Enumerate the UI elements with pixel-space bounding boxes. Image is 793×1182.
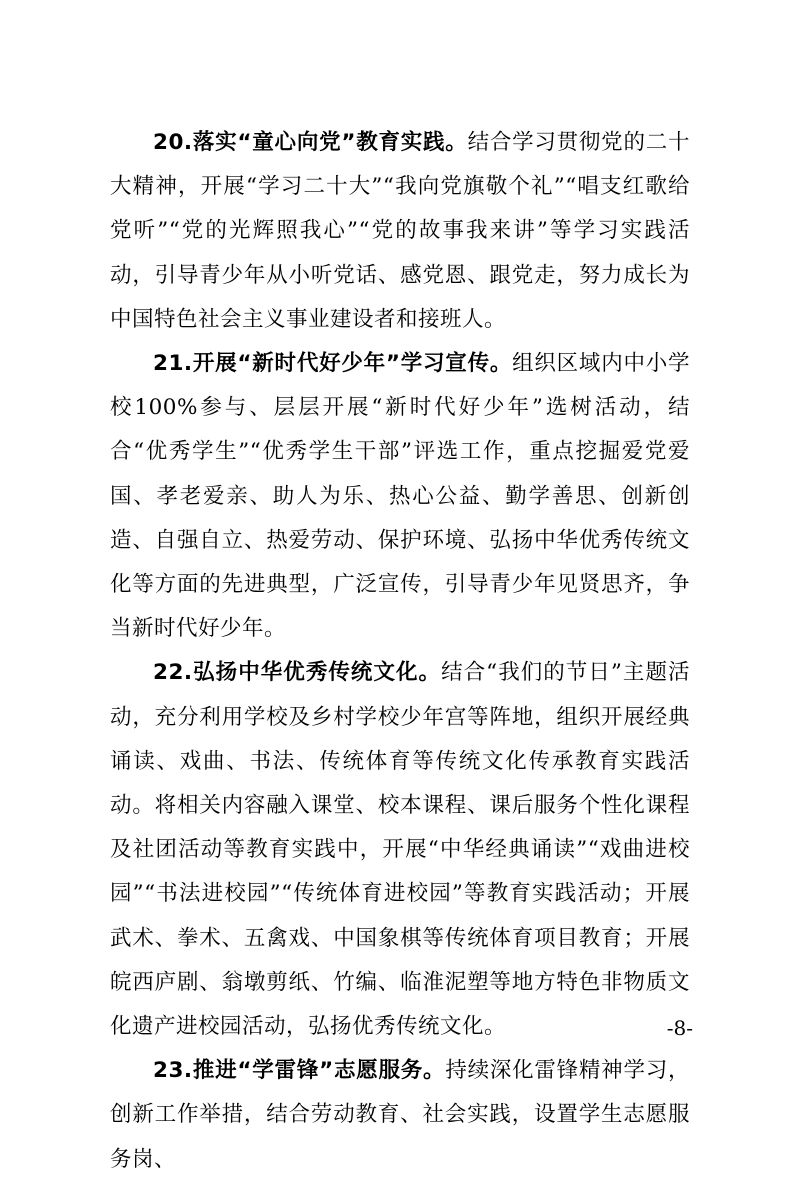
paragraph-20: [110, 121, 690, 342]
paragraph-21-text: 组织区域内中小学校100%参与、层层开展“新时代好少年”选树活动，结合“优秀学生”“优秀学生干部”评选工作，重点挖掘爱党爱国、孝老爱亲、助人为乐、热心公益、勤学善思、创新创造、自强自立、热爱劳动、保护环境、弘扬中华优秀传统文化等方面的先进典型，广泛宣传，引导青少年见贤思齐，争当新时代好少年。: [110, 351, 690, 642]
paragraph-20-heading: 20.落实“童心向党”教育实践。: [153, 130, 468, 155]
paragraph-23-text: 持续深化雷锋精神学习，创新工作举措，结合劳动教育、社会实践，设置学生志愿服务岗、: [110, 1058, 690, 1172]
page-number: -8-: [666, 1016, 693, 1040]
paragraph-20-text: 结合学习贯彻党的二十大精神，开展“学习二十大”“我向党旗敬个礼”“唱支红歌给党听”“党的光辉照我心”“党的故事我来讲”等学习实践活动，引导青少年从小听党话、感党恩、跟党走，努力成长为中国特色社会主义事业建设者和接班人。: [110, 130, 690, 332]
paragraph-22-text: 结合“我们的节日”主题活动，充分利用学校及乡村学校少年宫等阵地，组织开展经典诵读、戏曲、书法、传统体育等传统文化传承教育实践活动。将相关内容融入课堂、校本课程、课后服务个性化课程及社团活动等教育实践中，开展“中华经典诵读”“戏曲进校园”“书法进校园”“传统体育进校园”等教育实践活动；开展武术、拳术、五禽戏、中国象棋等传统体育项目教育；开展皖西庐剧、翁墩剪纸、竹编、临淮泥塑等地方特色非物质文化遗产进校园活动，弘扬优秀传统文化。: [110, 660, 691, 1040]
paragraph-23-heading: 23.推进“学雷锋”志愿服务。: [153, 1058, 446, 1084]
paragraph-22: [110, 651, 690, 1049]
paragraph-23: [110, 1049, 690, 1182]
paragraph-21: [110, 342, 690, 651]
paragraph-22-heading: 22.弘扬中华优秀传统文化。: [153, 660, 442, 686]
body-text: [110, 121, 690, 1182]
paragraph-21-heading: 21.开展“新时代好少年”学习宣传。: [153, 351, 513, 377]
